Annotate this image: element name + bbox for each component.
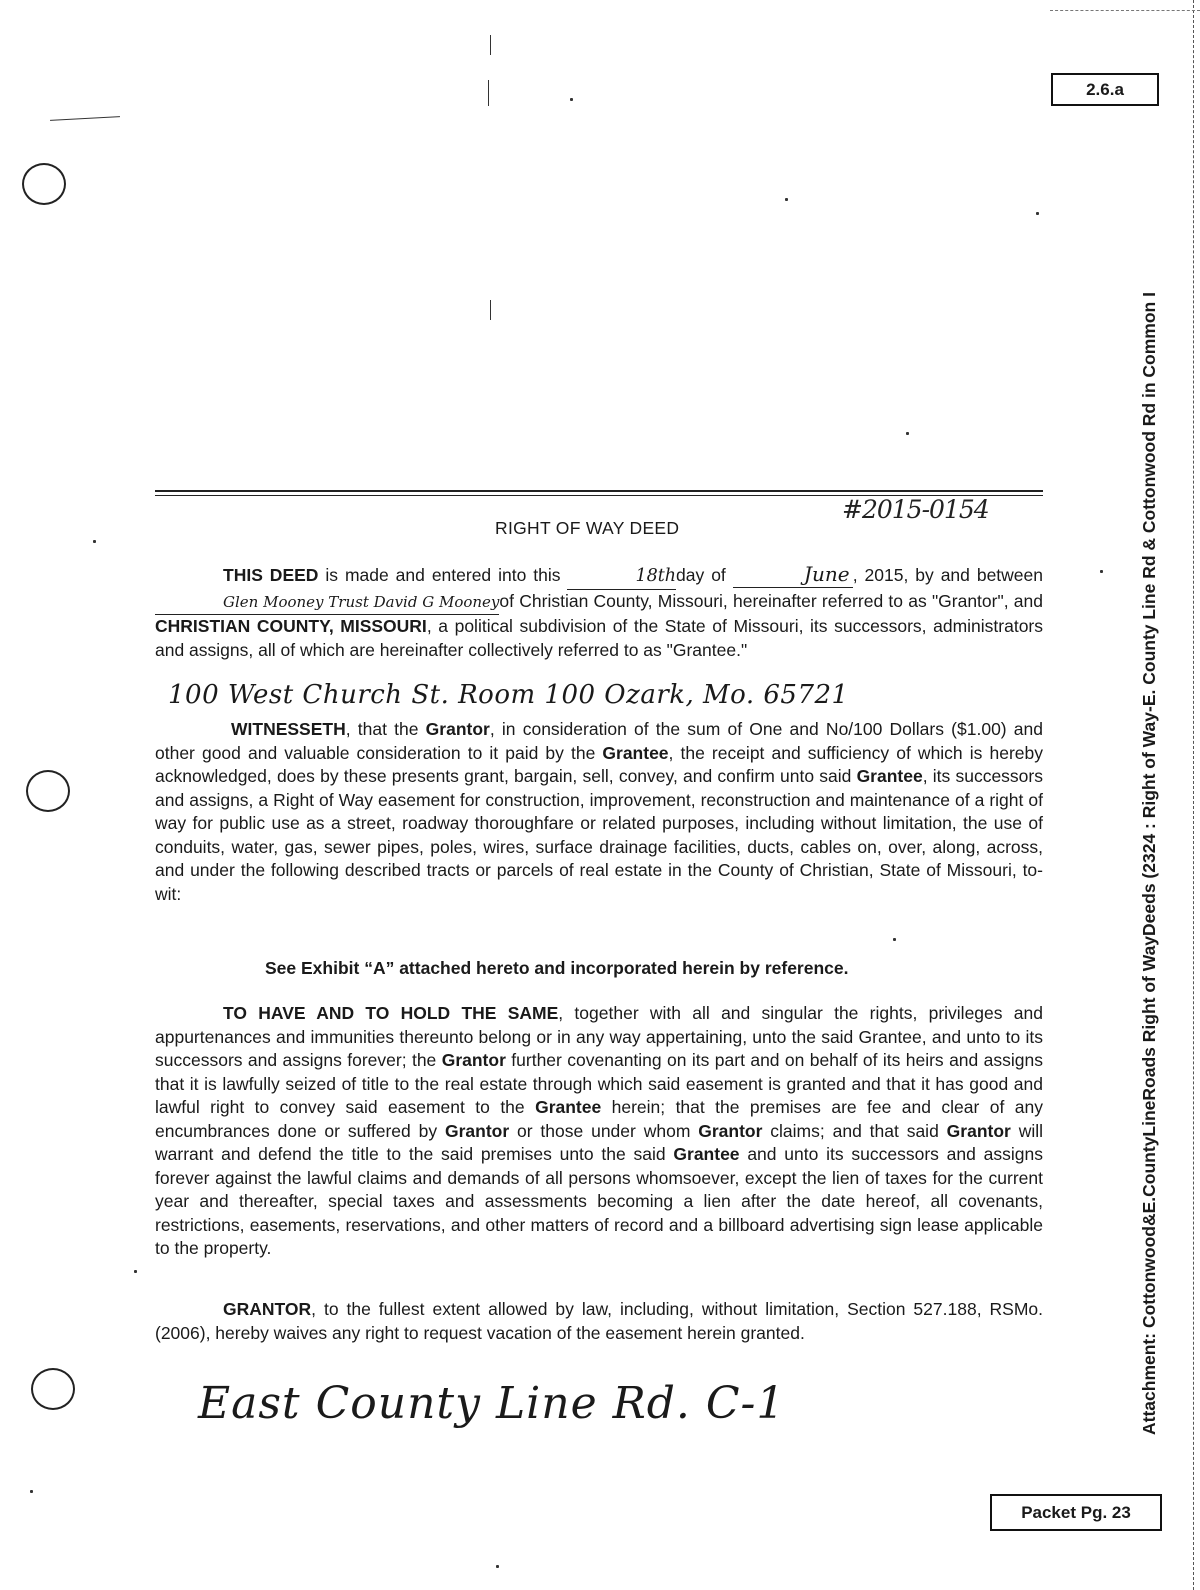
- term-grantor: Grantor: [946, 1120, 1011, 1141]
- paragraph-text: herein; that the premises are fee and clear of any encumbrances done or suffered by: [155, 1097, 1043, 1141]
- agenda-tag-label: 2.6.a: [1086, 79, 1124, 99]
- term-grantee: Grantee: [673, 1144, 740, 1164]
- intro-lead: THIS DEED: [223, 565, 319, 585]
- paragraph-text: and unto its successors and assigns forever against the lawful claims and demands of all persons whomsoever, except the lien of taxes for the current year and thereafter, special taxes and assessments becoming a lien after the date hereof, all covenants, restrictions, easements, reservations, and other matters of record and a billboard advertising sign lease applicable to the property.: [155, 1144, 1043, 1258]
- handwritten-road-note: East County Line Rd. C-1: [198, 1378, 786, 1429]
- term-grantor: Grantor: [425, 719, 490, 739]
- title-rule: [155, 490, 1043, 492]
- agenda-tag: [1051, 73, 1159, 106]
- intro-paragraph: [155, 563, 1043, 662]
- scan-mark: [570, 98, 573, 101]
- scan-mark: [490, 300, 491, 320]
- scan-mark: [893, 938, 896, 941]
- packet-page-label: Packet Pg. 23: [1021, 1502, 1131, 1522]
- intro-text: , a political subdivision of the State of Missouri, its successors, administrators and assigns, all of which are hereinafter collectively referred to as "Grantee.": [155, 616, 1043, 660]
- page-edge: [1193, 0, 1194, 1590]
- page-title: RIGHT OF WAY DEED: [495, 518, 680, 538]
- scan-mark: [134, 1270, 137, 1273]
- scan-mark: [488, 80, 489, 106]
- scan-mark: [1036, 212, 1039, 215]
- paragraph-text: will warrant and defend the title to the said premises unto the said: [155, 1120, 1044, 1164]
- waiver-paragraph: [155, 1298, 1043, 1345]
- paragraph-text: , that the: [345, 719, 426, 739]
- punch-hole: [22, 163, 66, 205]
- scan-mark: [93, 540, 96, 543]
- scan-mark: [1100, 570, 1103, 573]
- paragraph-text: claims; and that said: [762, 1120, 947, 1141]
- page-edge-top: [1050, 10, 1200, 11]
- scan-mark: [50, 116, 120, 121]
- witnesseth-lead: WITNESSETH: [231, 719, 346, 739]
- paragraph-text: further covenanting on its part and on behalf of its heirs and assigns that it is lawfully seized of title to the real estate through which said easement is granted and that it has good and lawful right to convey said easement to the: [155, 1050, 1044, 1117]
- scan-mark: [785, 198, 788, 201]
- grantee-name: CHRISTIAN COUNTY, MISSOURI: [155, 616, 427, 636]
- paragraph-text: , its successors and assigns, a Right of Way easement for construction, improvement, reconstruction and maintenance of a right of way for public use as a street, roadway thoroughfare or related purposes, including without limitation, the use of conduits, water, gas, sewer pipes, poles, wires, surface drainage facilities, ducts, cables on, over, along, across, and under the following described tracts or parcels of real estate in the County of Christian, State of Missouri, to-wit:: [155, 766, 1043, 904]
- paragraph-text: , in consideration of the sum of One and No/100 Dollars ($1.00) and other good and valuable consideration to it paid by the: [155, 719, 1044, 763]
- paragraph-text: , together with all and singular the rights, privileges and appurtenances and immunities thereunto belong or in any way appertaining, unto the said Grantee, and unto to its successors and assigns forever; the: [155, 1003, 1043, 1070]
- habendum-lead: TO HAVE AND TO HOLD THE SAME: [223, 1003, 559, 1023]
- intro-text: day of: [676, 565, 733, 585]
- punch-hole: [26, 770, 70, 812]
- paragraph-text: , the receipt and sufficiency of which is hereby acknowledged, does by these presents grant, bargain, sell, convey, and confirm unto said: [155, 742, 1043, 786]
- grantee-address: 100 West Church St. Room 100 Ozark, Mo. 65721: [168, 680, 849, 710]
- grantor-name-field: Glen Mooney Trust David G Mooney: [155, 591, 499, 616]
- term-grantor: Grantor: [444, 1120, 510, 1141]
- scan-mark: [30, 1490, 33, 1493]
- term-grantee: Grantee: [602, 742, 669, 763]
- habendum-paragraph: [155, 1002, 1043, 1261]
- punch-hole: [31, 1368, 75, 1410]
- scan-mark: [906, 432, 909, 435]
- term-grantor: Grantor: [441, 1050, 506, 1070]
- day-field: 18th: [567, 565, 676, 590]
- waiver-lead: GRANTOR: [223, 1299, 312, 1319]
- paragraph-text: or those under whom: [509, 1120, 699, 1141]
- month-field: June: [733, 563, 853, 588]
- paragraph-text: , to the fullest extent allowed by law, including, without limitation, Section 527.188, RSMo. (2006), hereby waives any right to request vacation of the easement herein granted.: [155, 1299, 1043, 1343]
- intro-text: is made and entered into this: [318, 565, 568, 585]
- scan-mark: [490, 35, 491, 55]
- packet-page-box: [990, 1494, 1162, 1531]
- exhibit-reference: See Exhibit “A” attached hereto and incorporated herein by reference.: [265, 958, 849, 978]
- intro-text: , 2015, by and between: [852, 565, 1043, 585]
- attachment-label: Attachment: Cottonwood&E.CountyLineRoads Right of WayDeeds (2324 : Right of Way-E. County Line Rd & Cottonwood Rd in Common I: [1139, 292, 1159, 1435]
- intro-text: of Christian County, Missouri, hereinafter referred to as "Grantor", and: [499, 590, 1043, 611]
- term-grantee: Grantee: [856, 766, 923, 786]
- scan-mark: [496, 1565, 499, 1568]
- term-grantee: Grantee: [535, 1097, 602, 1117]
- term-grantor: Grantor: [698, 1120, 763, 1141]
- witnesseth-paragraph: [155, 718, 1043, 906]
- deed-number: #2015-0154: [842, 495, 989, 524]
